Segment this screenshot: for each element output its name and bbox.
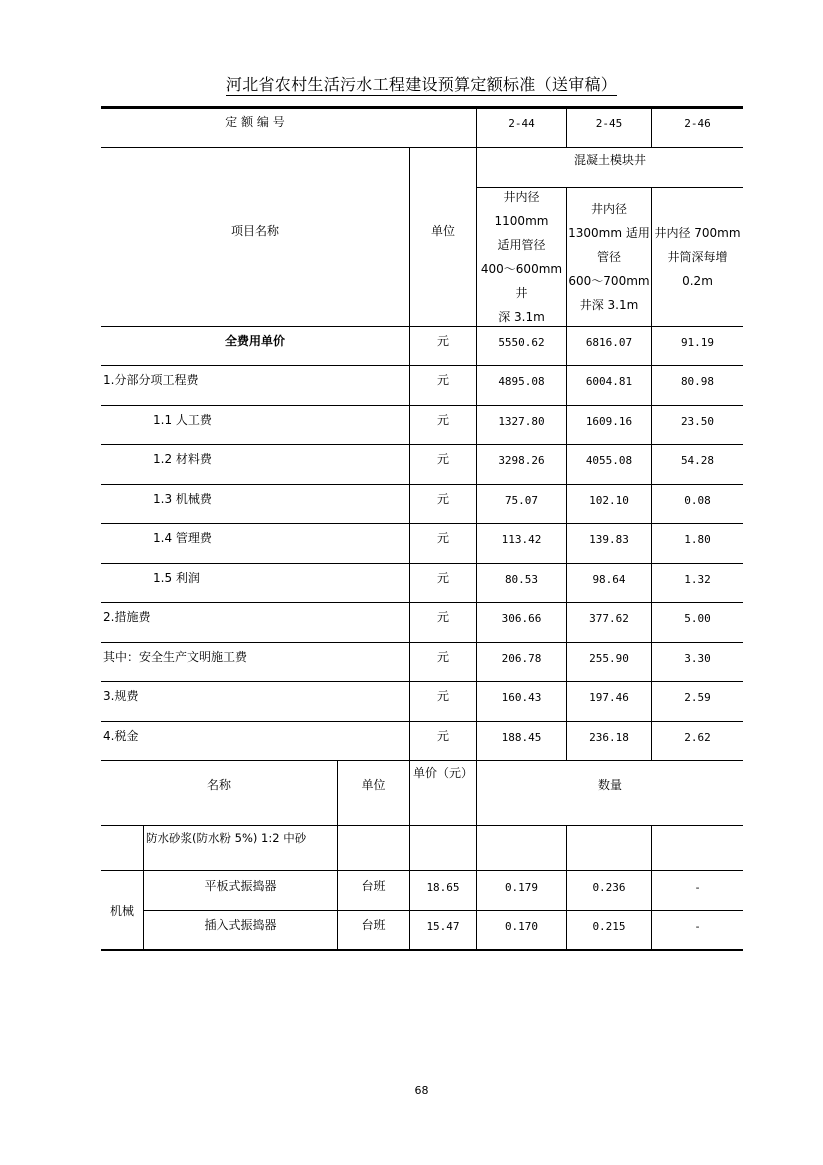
cost-value-2-45: 197.46 xyxy=(589,691,629,704)
desc-line: 井内径 700mm xyxy=(654,226,741,240)
machinery-category: 机械 xyxy=(109,903,134,918)
table-top-border xyxy=(101,106,743,109)
row-line xyxy=(101,721,743,722)
cost-item-name: 1.分部分项工程费 xyxy=(103,373,199,387)
cost-value-2-45: 139.83 xyxy=(589,533,629,546)
cost-value-2-45: 98.64 xyxy=(592,573,626,586)
cost-value-2-46: 2.62 xyxy=(684,731,711,744)
page-number: 68 xyxy=(414,1084,429,1097)
cost-item-name: 4.税金 xyxy=(103,729,139,743)
cost-value-2-46: 5.00 xyxy=(684,612,711,625)
cost-value-2-44: 206.78 xyxy=(501,652,542,665)
cost-item-unit: 元 xyxy=(436,531,449,545)
quota-code-2: 2-45 xyxy=(595,117,623,130)
resource-name-header: 名称 xyxy=(206,778,231,792)
machinery-qty-2-44: 0.179 xyxy=(504,881,539,894)
machinery-qty-2-45: 0.236 xyxy=(592,881,626,894)
cost-value-2-44: 188.45 xyxy=(501,731,542,744)
resource-price-header: 单价（元） xyxy=(412,766,473,780)
row-line xyxy=(101,642,743,643)
unit-header: 单位 xyxy=(430,223,455,238)
desc-line: 400～600mm 井 xyxy=(480,262,563,300)
cost-item-unit: 元 xyxy=(436,492,449,506)
cost-item-unit: 元 xyxy=(436,334,449,348)
desc-line: 井筒深每增 xyxy=(667,250,728,264)
title-text: 河北省农村生活污水工程建设预算定额标准（送审稿） xyxy=(225,75,618,94)
cost-value-2-44: 1327.80 xyxy=(498,415,545,428)
cost-value-2-45: 6816.07 xyxy=(585,336,633,349)
quota-code-1: 2-44 xyxy=(508,117,535,130)
machinery-qty-2-45: 0.215 xyxy=(592,920,626,933)
machinery-price: 15.47 xyxy=(426,920,460,933)
row-line xyxy=(101,870,743,871)
machinery-unit: 台班 xyxy=(361,879,386,893)
cost-item-unit: 元 xyxy=(436,729,449,743)
cost-value-2-46: 2.59 xyxy=(684,691,711,704)
cost-value-2-44: 113.42 xyxy=(501,533,542,546)
description-2-44 xyxy=(477,188,566,326)
row-line xyxy=(101,523,743,524)
desc-line: 深 3.1m xyxy=(498,310,545,324)
cost-item-unit: 元 xyxy=(436,373,449,387)
cost-item-name: 3.规费 xyxy=(103,689,139,703)
desc-line: 适用管径 xyxy=(497,238,546,252)
cost-value-2-46: 1.80 xyxy=(684,533,711,546)
machinery-qty-2-46: - xyxy=(694,881,701,894)
cost-item-unit: 元 xyxy=(436,689,449,703)
row-line xyxy=(101,563,743,564)
cost-value-2-44: 75.07 xyxy=(504,494,539,507)
cost-value-2-44: 306.66 xyxy=(501,612,542,625)
group-label: 混凝土模块井 xyxy=(573,153,646,167)
row-line xyxy=(101,405,743,406)
description-2-46 xyxy=(652,188,743,326)
cost-value-2-45: 255.90 xyxy=(589,652,629,665)
machinery-qty-2-46: - xyxy=(694,920,701,933)
row-line xyxy=(101,365,743,366)
cost-item-unit: 元 xyxy=(436,452,449,466)
cost-value-2-44: 160.43 xyxy=(501,691,542,704)
cost-item-name: 1.4 管理费 xyxy=(153,531,212,545)
machinery-qty-2-44: 0.170 xyxy=(504,920,539,933)
cost-item-name: 其中：安全生产文明施工费 xyxy=(103,650,248,664)
cost-value-2-45: 4055.08 xyxy=(585,454,633,467)
cost-value-2-46: 0.08 xyxy=(684,494,711,507)
cost-value-2-46: 91.19 xyxy=(680,336,715,349)
row-line xyxy=(101,444,743,445)
machinery-name: 平板式振捣器 xyxy=(204,879,277,893)
row-line xyxy=(101,484,743,485)
cost-item-name: 2.措施费 xyxy=(103,610,151,624)
machinery-unit: 台班 xyxy=(361,918,386,932)
quota-code-label: 定 额 编 号 xyxy=(225,115,285,129)
cost-value-2-46: 1.32 xyxy=(684,573,711,586)
table-bottom-border xyxy=(101,949,743,951)
cost-value-2-46: 3.30 xyxy=(684,652,711,665)
item-name-header: 项目名称 xyxy=(230,223,279,238)
cost-item-unit: 元 xyxy=(436,413,449,427)
cost-value-2-44: 3298.26 xyxy=(498,454,545,467)
cost-value-2-44: 80.53 xyxy=(504,573,539,586)
cost-item-unit: 元 xyxy=(436,650,449,664)
machinery-price: 18.65 xyxy=(426,881,460,894)
cost-value-2-45: 1609.16 xyxy=(585,415,633,428)
cost-item-name: 1.2 材料费 xyxy=(153,452,212,466)
cost-item-unit: 元 xyxy=(436,571,449,585)
cost-item-name: 1.1 人工费 xyxy=(153,413,212,427)
material-name: 防水砂浆(防水粉 5%) 1:2 中砂 xyxy=(146,831,307,845)
desc-line: 井深 3.1m xyxy=(579,298,639,312)
desc-line: 管径 xyxy=(596,250,621,264)
resource-unit-header: 单位 xyxy=(361,778,386,792)
cost-value-2-44: 4895.08 xyxy=(498,375,545,388)
row-line xyxy=(143,910,743,911)
cost-value-2-46: 54.28 xyxy=(680,454,715,467)
description-2-45 xyxy=(567,188,651,326)
cost-item-name: 全费用单价 xyxy=(224,334,285,348)
cost-item-unit: 元 xyxy=(436,610,449,624)
row-line xyxy=(101,681,743,682)
desc-line: 600～700mm xyxy=(568,274,650,288)
cost-value-2-45: 6004.81 xyxy=(585,375,633,388)
desc-line: 1300mm 适用 xyxy=(568,226,650,240)
resource-quantity-header: 数量 xyxy=(597,778,622,792)
cost-value-2-46: 80.98 xyxy=(680,375,715,388)
cost-item-name: 1.3 机械费 xyxy=(153,492,212,506)
cost-value-2-45: 377.62 xyxy=(589,612,629,625)
cost-value-2-45: 102.10 xyxy=(589,494,629,507)
quota-code-3: 2-46 xyxy=(684,117,711,130)
row-line xyxy=(101,602,743,603)
desc-line: 井内径 1100mm xyxy=(494,190,549,228)
document-title xyxy=(0,72,823,95)
cost-value-2-45: 236.18 xyxy=(589,731,629,744)
desc-line: 0.2m xyxy=(682,274,713,288)
cost-value-2-44: 5550.62 xyxy=(498,336,545,349)
desc-line: 井内径 xyxy=(590,202,627,216)
cost-item-name: 1.5 利润 xyxy=(153,571,200,585)
machinery-name: 插入式振捣器 xyxy=(204,918,277,932)
row-line xyxy=(101,326,743,327)
cost-value-2-46: 23.50 xyxy=(680,415,715,428)
